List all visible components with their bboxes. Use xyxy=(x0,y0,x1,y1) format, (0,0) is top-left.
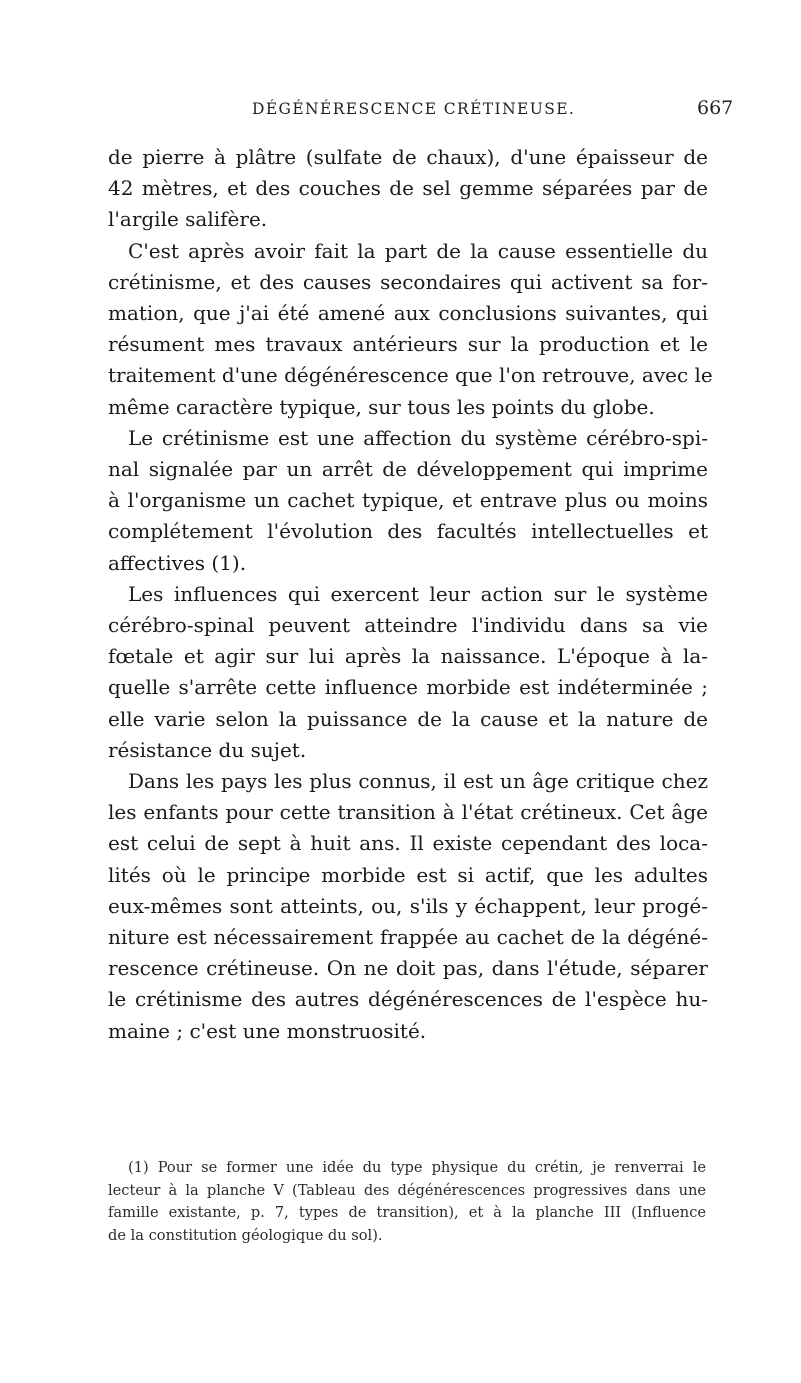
text-line: les enfants pour cette transition à l'état crétineux. Cet âge xyxy=(108,800,708,825)
text-line: le crétinisme des autres dégénérescences de l'espèce hu- xyxy=(108,987,708,1012)
text-line: eux-mêmes sont atteints, ou, s'ils y échappent, leur progé- xyxy=(108,893,708,918)
running-head xyxy=(0,97,801,130)
text-line: rescence crétineuse. On ne doit pas, dans l'étude, séparer xyxy=(108,956,708,981)
footnote-line: de la constitution géologique du sol). xyxy=(108,1226,383,1244)
text-line: traitement d'une dégénérescence que l'on retrouve, avec le xyxy=(108,363,713,388)
text-line: à l'organisme un cachet typique, et entrave plus ou moins xyxy=(108,488,708,513)
text-line: est celui de sept à huit ans. Il existe cependant des loca- xyxy=(108,831,708,856)
running-title: DÉGÉNÉRESCENCE CRÉTINEUSE. xyxy=(252,100,576,118)
text-line: 42 mètres, et des couches de sel gemme séparées par de xyxy=(108,176,708,201)
text-line: niture est nécessairement frappée au cachet de la dégéné- xyxy=(108,925,708,950)
text-line: l'argile salifère. xyxy=(108,207,268,232)
text-line: maine ; c'est une monstruosité. xyxy=(108,1018,427,1043)
text-line: résistance du sujet. xyxy=(108,737,307,762)
text-line: lités où le principe morbide est si actif, que les adultes xyxy=(108,862,708,887)
text-line: C'est après avoir fait la part de la cause essentielle du xyxy=(128,238,708,263)
text-line: crétinisme, et des causes secondaires qui activent sa for- xyxy=(108,269,708,294)
text-line: Le crétinisme est une affection du système cérébro-spi- xyxy=(128,425,708,450)
text-line: résument mes travaux antérieurs sur la production et le xyxy=(108,332,708,357)
text-line: cérébro-spinal peuvent atteindre l'individu dans sa vie xyxy=(108,613,708,638)
text-line: Les influences qui exercent leur action sur le système xyxy=(128,581,708,606)
text-line: Dans les pays les plus connus, il est un âge critique chez xyxy=(128,769,708,794)
text-line: complétement l'évolution des facultés intellectuelles et xyxy=(108,519,708,544)
footnote-line: lecteur à la planche V (Tableau des dégénérescences progressives dans une xyxy=(108,1181,706,1199)
text-line: fœtale et agir sur lui après la naissance. L'époque à la- xyxy=(108,644,708,669)
page-number: 667 xyxy=(697,97,734,119)
text-line: de pierre à plâtre (sulfate de chaux), d'une épaisseur de xyxy=(108,145,708,169)
body-text xyxy=(108,142,713,1047)
footnote xyxy=(108,1157,706,1247)
text-line: elle varie selon la puissance de la cause et la nature de xyxy=(108,706,708,731)
text-line: même caractère typique, sur tous les points du globe. xyxy=(108,394,655,419)
text-line: mation, que j'ai été amené aux conclusions suivantes, qui xyxy=(108,301,708,326)
text-line: nal signalée par un arrêt de développement qui imprime xyxy=(108,457,708,482)
footnote-line: (1) Pour se former une idée du type physique du crétin, je renverrai le xyxy=(128,1159,706,1176)
text-line: affectives (1). xyxy=(108,550,247,575)
footnote-line: famille existante, p. 7, types de transition), et à la planche III (Influence xyxy=(108,1204,706,1222)
text-line: quelle s'arrête cette influence morbide est indéterminée ; xyxy=(108,675,708,700)
